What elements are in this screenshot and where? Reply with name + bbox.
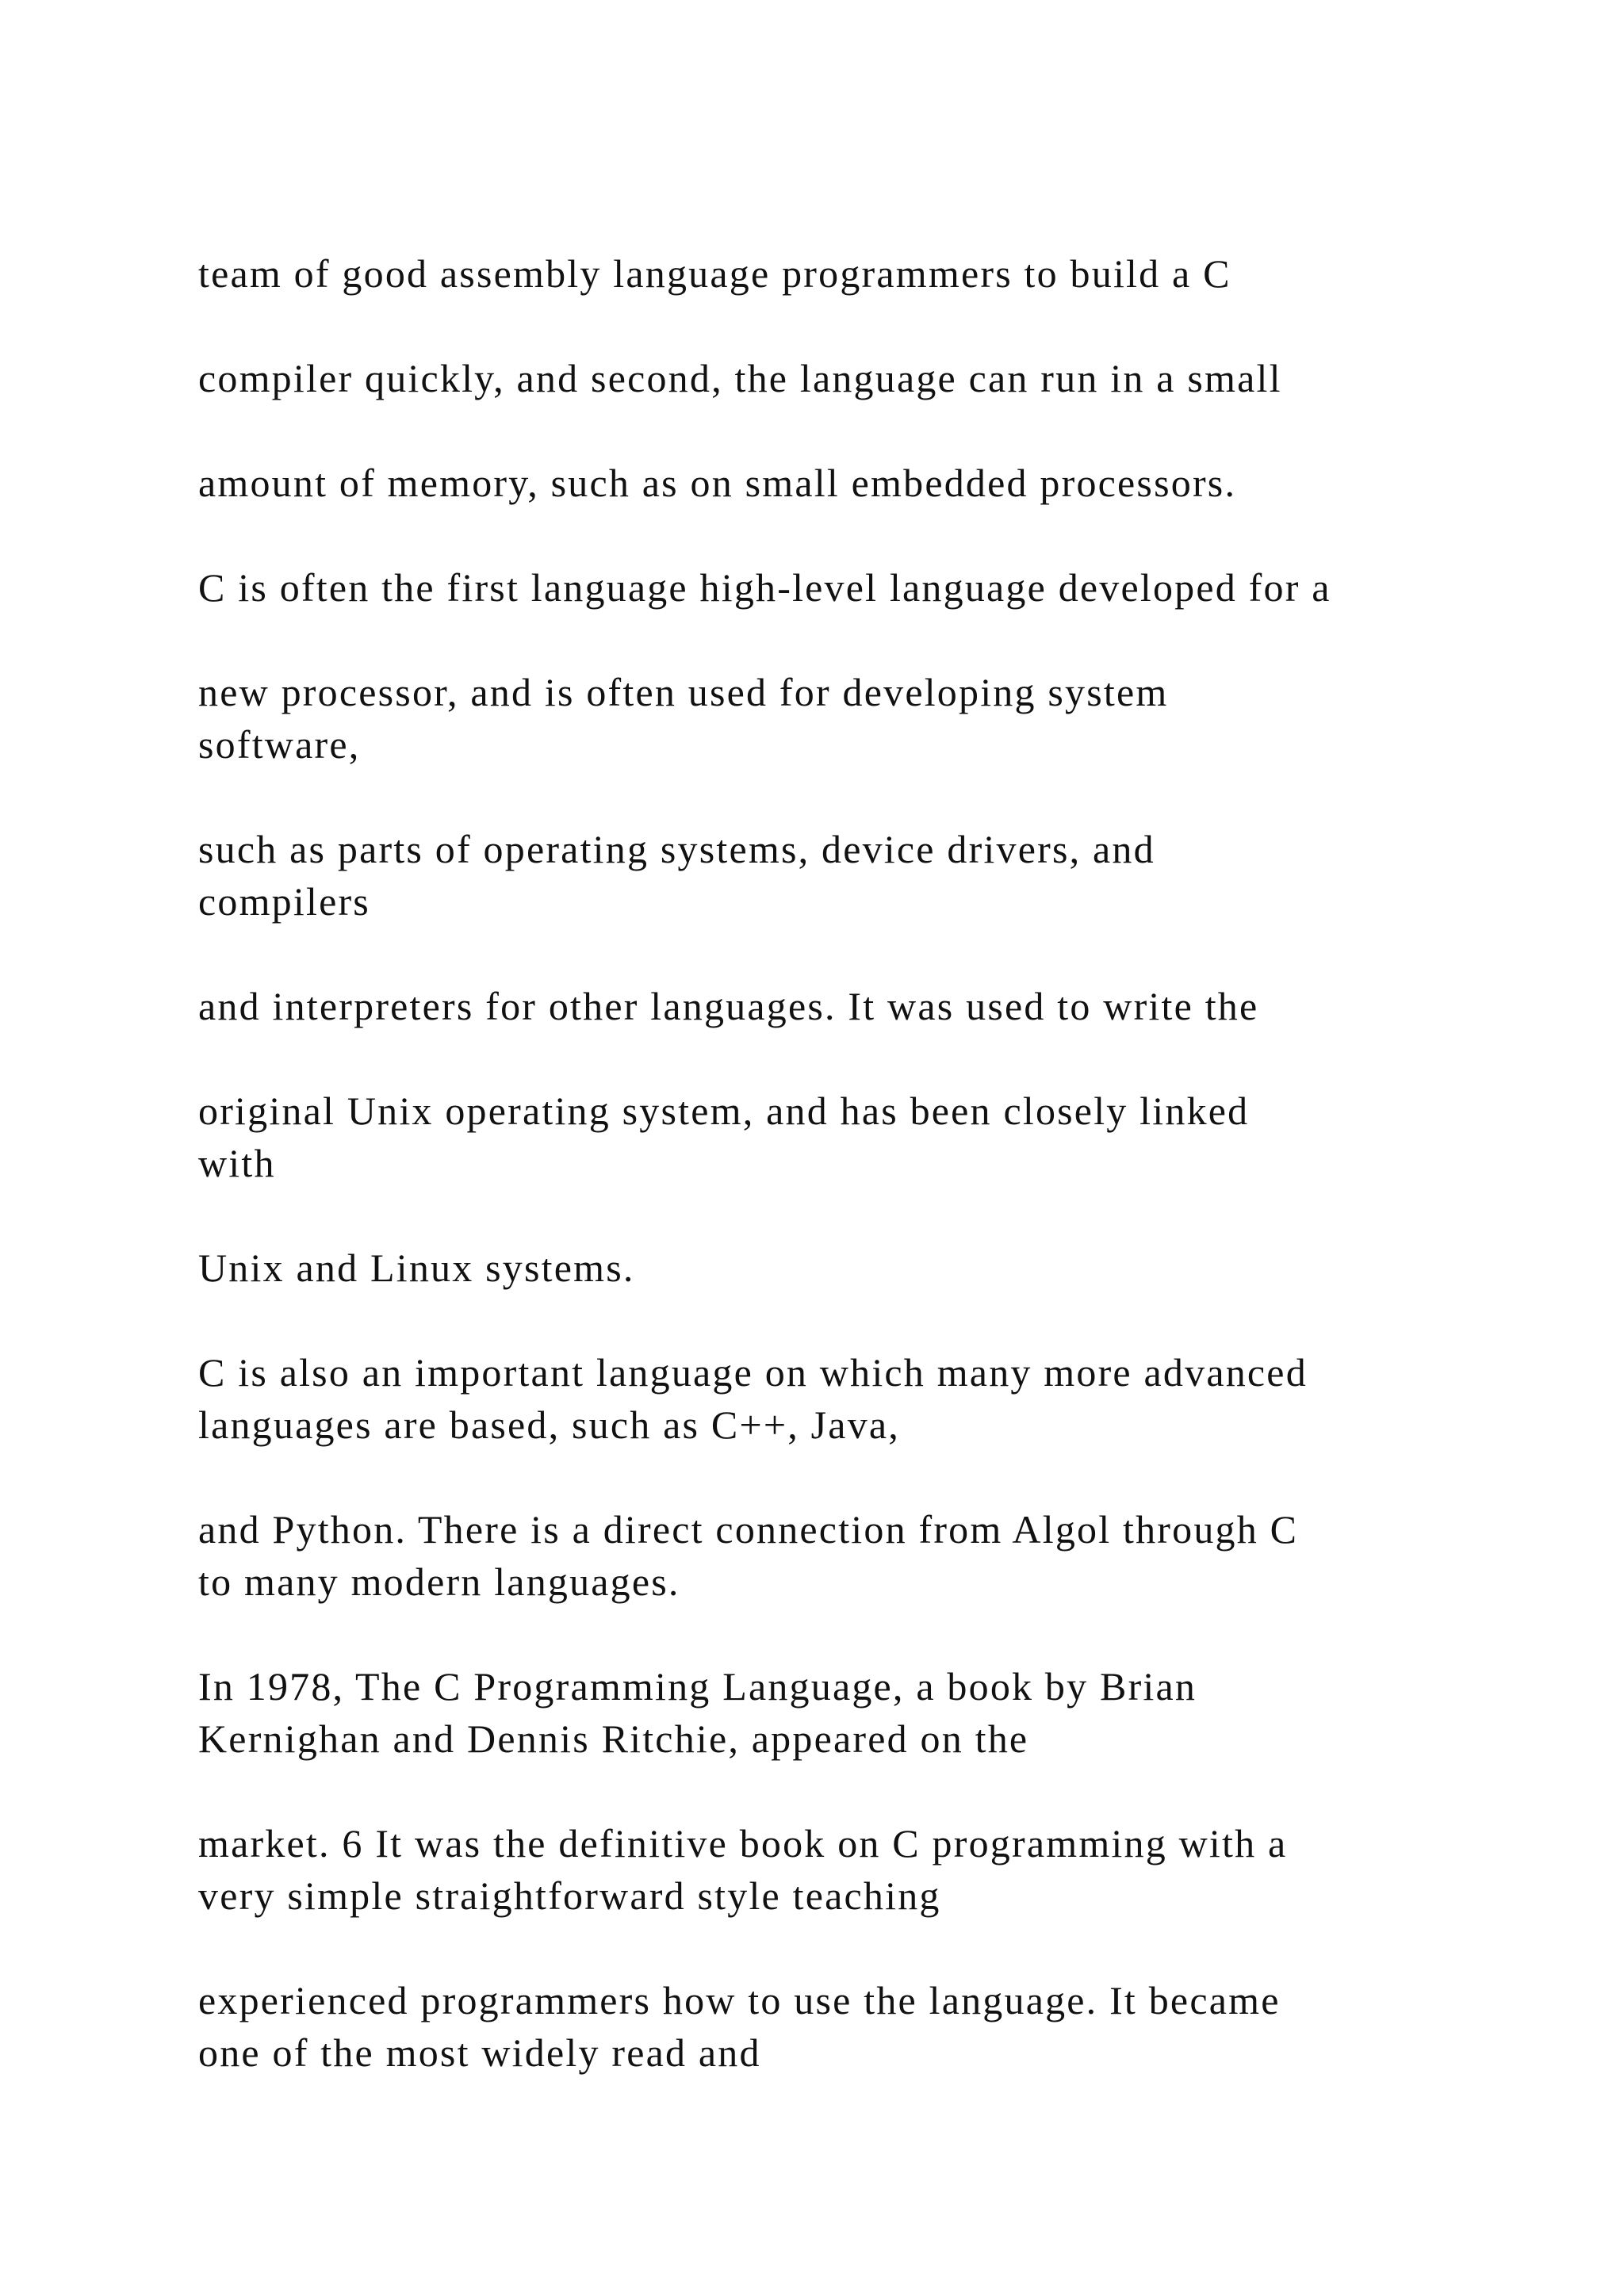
paragraph: In 1978, The C Programming Language, a book by Brian Kernighan and Dennis Ritchie, appeared on the (198, 1664, 1197, 1761)
paragraph: C is often the first language high-level language developed for a (198, 565, 1331, 610)
paragraph: such as parts of operating systems, device drivers, and compilers (198, 827, 1155, 924)
paragraph: amount of memory, such as on small embedded processors. (198, 461, 1237, 505)
paragraph: and Python. There is a direct connection from Algol through C to many modern languages. (198, 1507, 1299, 1604)
paragraph: market. 6 It was the definitive book on C programming with a very simple straightforward style teaching (198, 1821, 1288, 1918)
paragraph: original Unix operating system, and has been closely linked with (198, 1089, 1250, 1185)
paragraph: and interpreters for other languages. It was used to write the (198, 984, 1259, 1028)
paragraph: experienced programmers how to use the language. It became one of the most widely read and (198, 1978, 1281, 2075)
paragraph: C is also an important language on which many more advanced languages are based, such as C++, Java, (198, 1350, 1308, 1447)
paragraph: compiler quickly, and second, the language can run in a small (198, 356, 1282, 400)
paragraph: Unix and Linux systems. (198, 1246, 635, 1290)
paragraph: new processor, and is often used for developing system software, (198, 670, 1169, 767)
paragraph: team of good assembly language programmers to build a C (198, 251, 1231, 296)
document-body (198, 247, 1451, 2131)
